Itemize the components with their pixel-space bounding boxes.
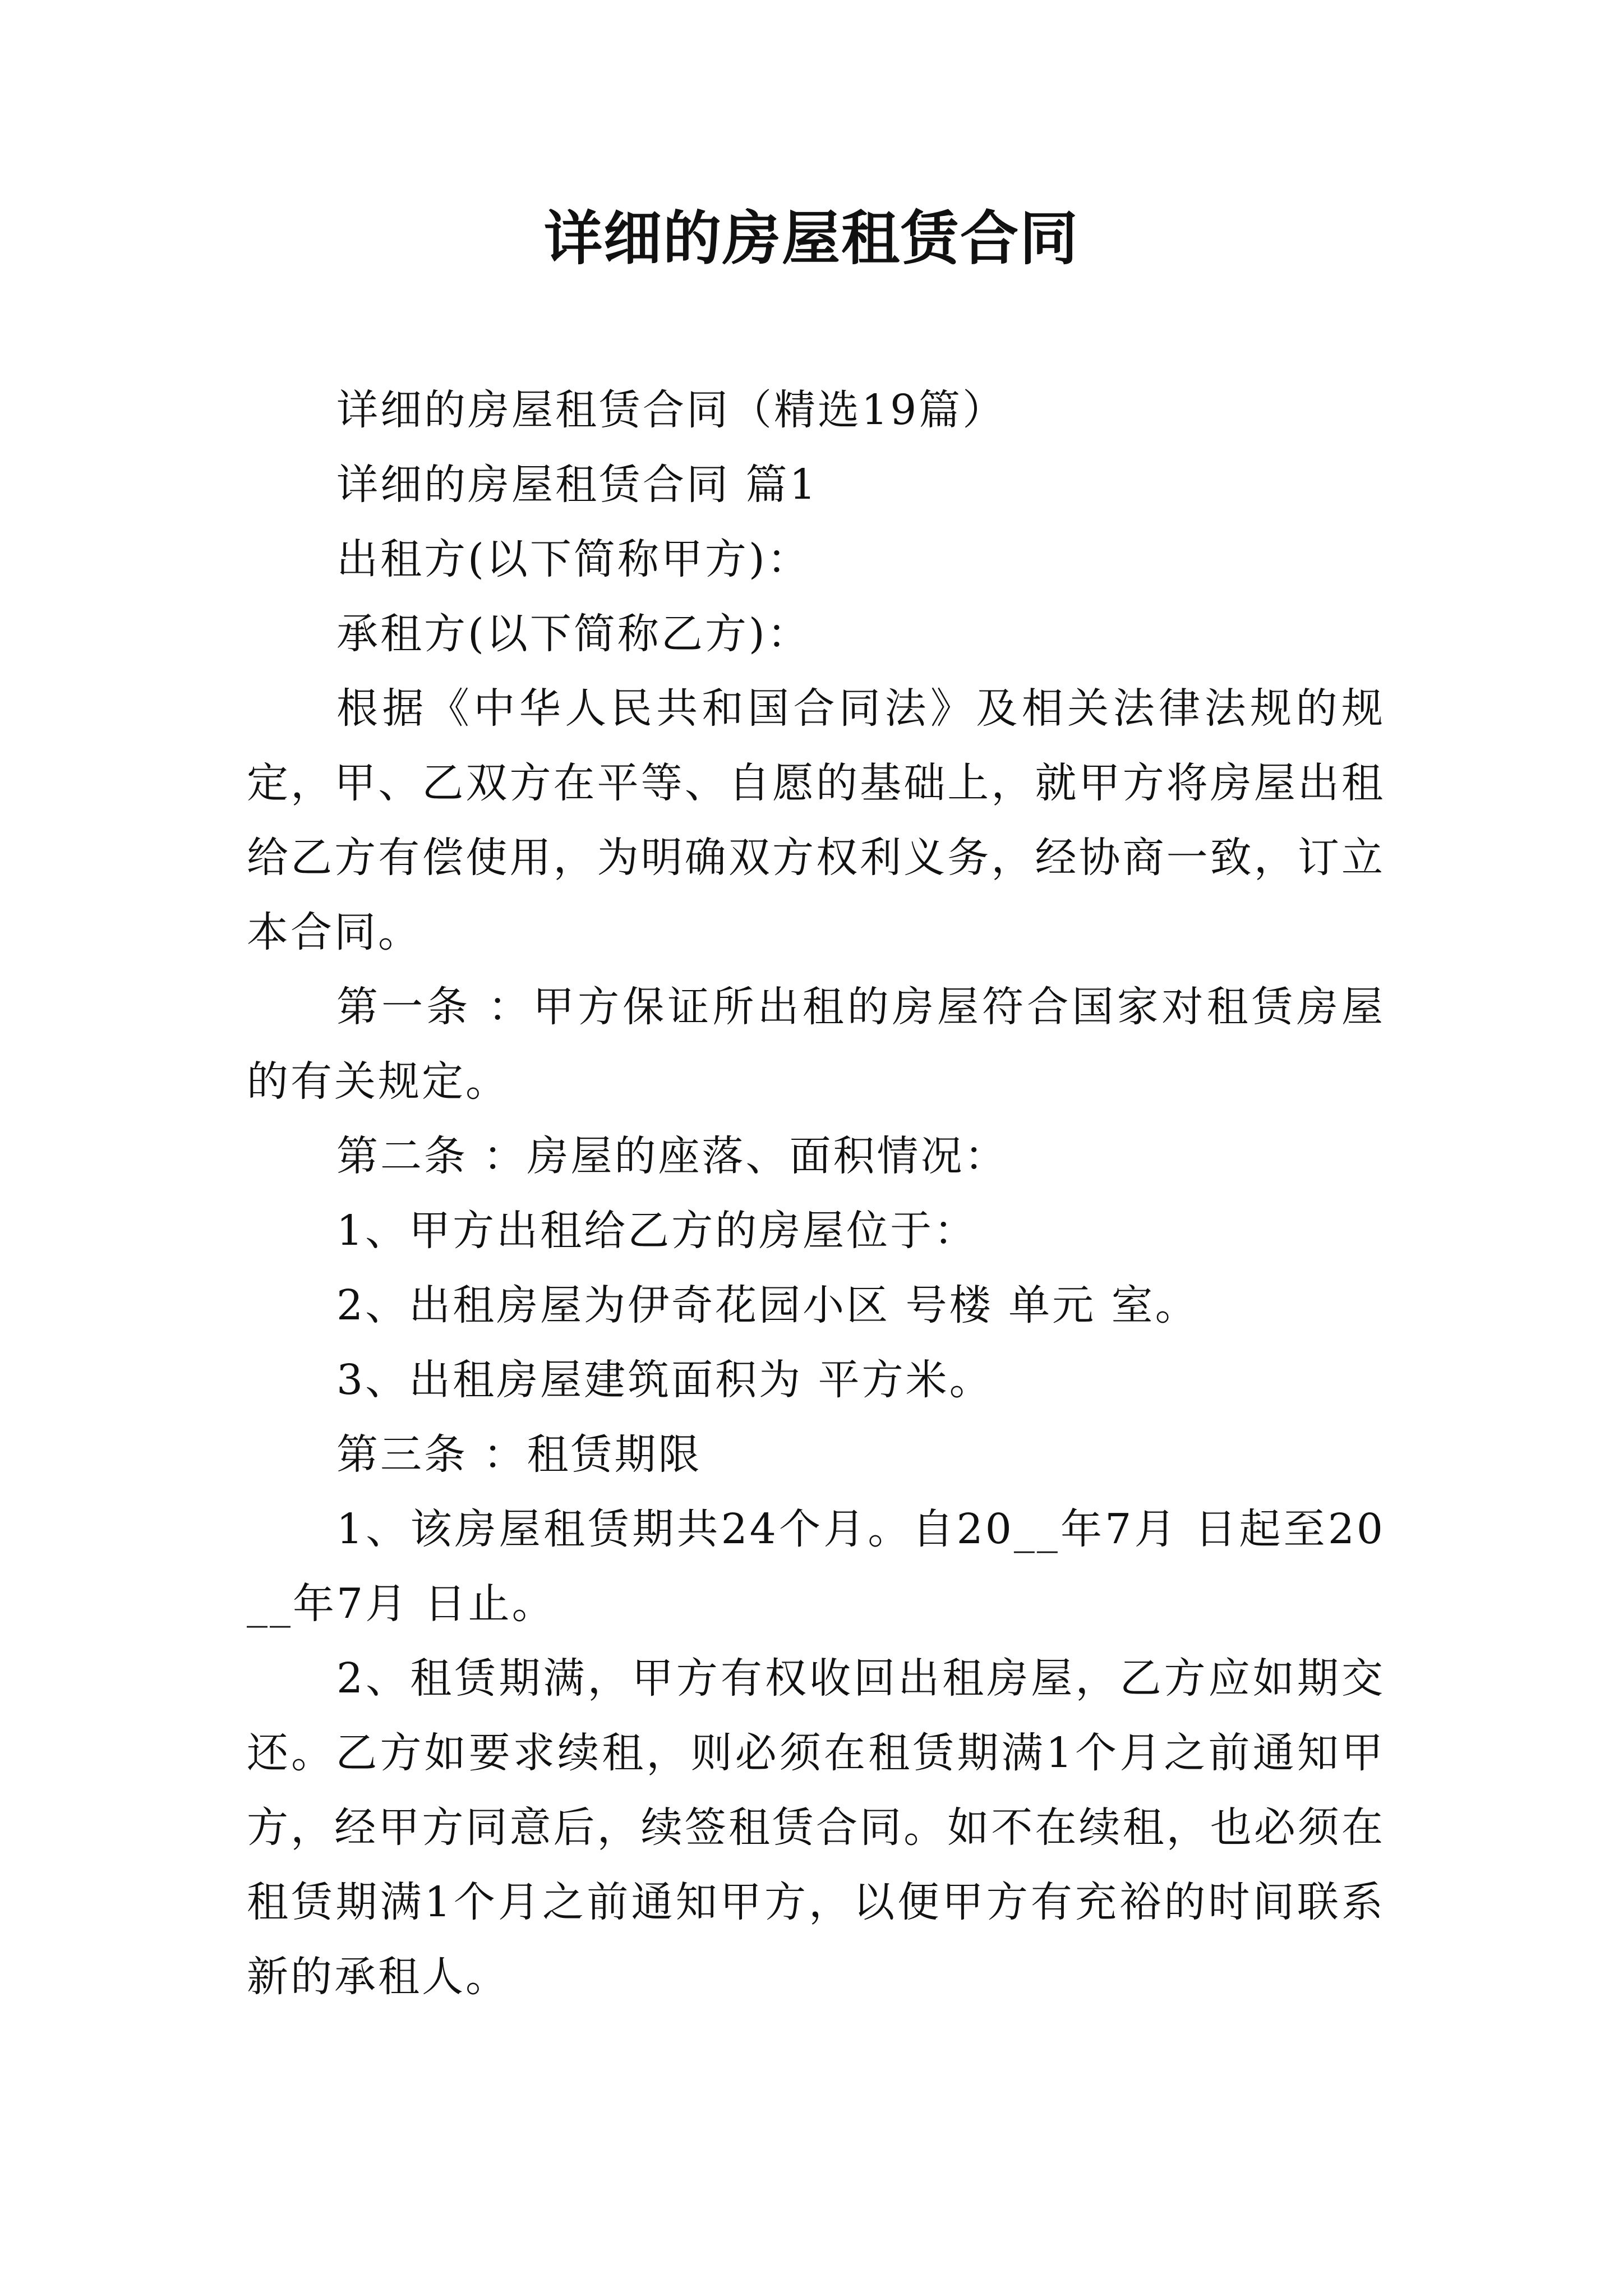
article-1-paragraph: 第一条 ：甲方保证所出租的房屋符合国家对租赁房屋的有关规定。 [247, 983, 1385, 1106]
article-3-item-2: 2、租赁期满，甲方有权收回出租房屋，乙方应如期交还。乙方如要求续租，则必须在租赁期满1个月之前通知甲方，经甲方同意后，续签租赁合同。如不在续租，也必须在租赁期满1个月之前通知甲方，以便甲方有充裕的时间联系新的承租人。 [247, 1654, 1385, 2001]
article-2-item-2: 2、出租房屋为伊奇花园小区 号楼 单元 室。 [336, 1281, 1199, 1329]
article-2-item-1: 1、甲方出租给乙方的房屋位于： [336, 1207, 978, 1255]
section-heading: 详细的房屋租赁合同 篇1 [336, 461, 818, 509]
article-3-heading: 第三条 ：租赁期限 [336, 1430, 702, 1479]
article-2-item-3: 3、出租房屋建筑面积为 平方米。 [336, 1356, 993, 1404]
lessee-line: 承租方(以下简称乙方)： [336, 610, 811, 658]
subtitle-paragraph: 详细的房屋租赁合同（精选19篇） [336, 386, 1007, 434]
preamble-paragraph: 根据《中华人民共和国合同法》及相关法律法规的规定，甲、乙双方在平等、自愿的基础上，就甲方将房屋出租给乙方有偿使用，为明确双方权利义务，经协商一致，订立本合同。 [247, 684, 1385, 956]
document-body [247, 373, 1385, 2014]
article-2-heading: 第二条 ：房屋的座落、面积情况： [336, 1132, 1008, 1180]
lessor-line: 出租方(以下简称甲方)： [336, 535, 811, 583]
document-title: 详细的房屋租赁合同 [543, 204, 1079, 273]
article-3-item-1: 1、该房屋租赁期共24个月。自20__年7月 日起至20__年7月 日止。 [247, 1505, 1385, 1628]
